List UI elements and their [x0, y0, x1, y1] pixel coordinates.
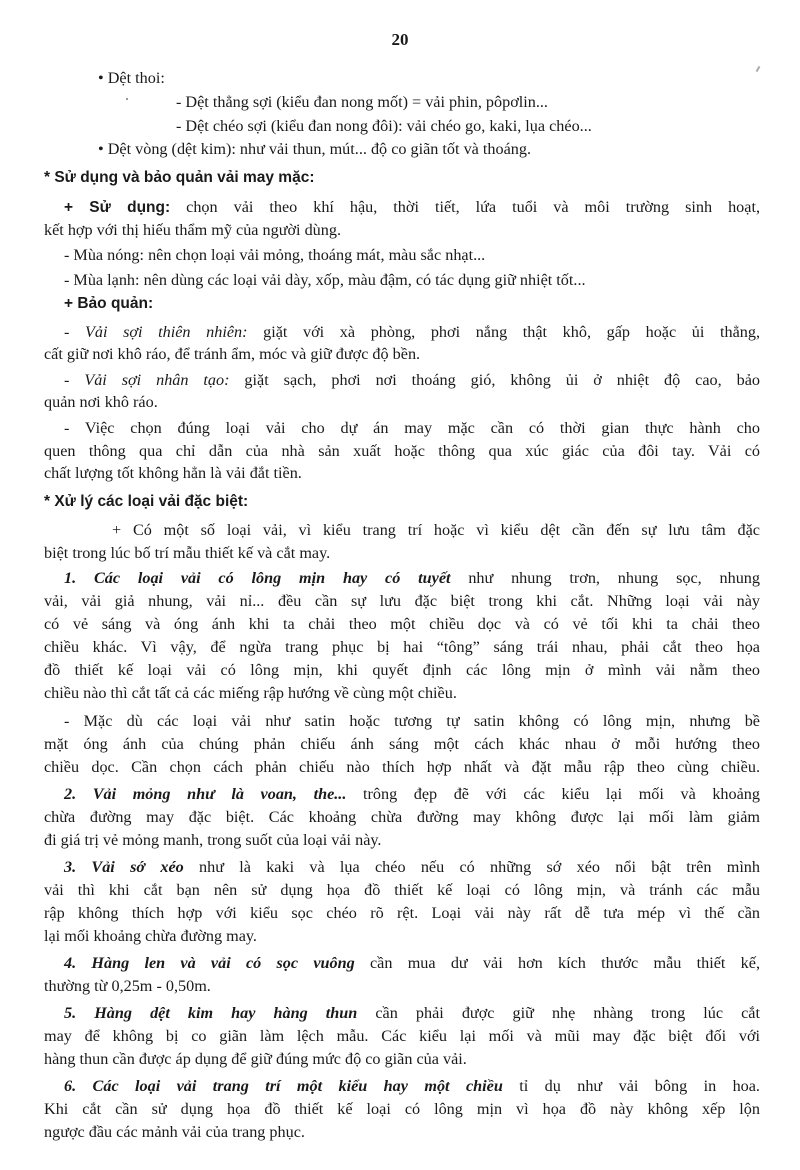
paragraph-line: chiều dọc. Cần chọn cách phản chiếu nào thích hợp nhất và đặt mẫu rập theo cùng chiều.: [44, 758, 760, 776]
paragraph-line: Khi cắt cần sử dụng họa đồ thiết kế loại có lông mịn vì họa đồ này không xếp lộn: [44, 1100, 760, 1118]
italic-run: - Vải sợi nhân tạo:: [64, 371, 230, 389]
paragraph-line: chiều khác. Vì vậy, để ngừa trang phục bị hai “tông” sáng trái nhau, phải cắt theo họa: [44, 638, 760, 656]
italic-run: - Vải sợi thiên nhiên:: [64, 323, 248, 341]
paragraph-line: lại mối khoảng chừa đường may.: [44, 927, 257, 945]
item-title-1: 1. Các loại vải có lông mịn hay có tuyết: [64, 569, 451, 587]
paragraph-line: vải, vải giả nhung, vải nỉ... đều cần sự lưu đặc biệt trong khi cắt. Những loại vải này: [44, 592, 760, 610]
paragraph-line: quen thông qua chỉ dẫn của nhà sản xuất hoặc thông qua xúc giác của đôi tay. Vải có: [44, 442, 760, 460]
item-title-5: 5. Hàng dệt kim hay hàng thun: [64, 1004, 358, 1022]
section-heading: * Xử lý các loại vải đặc biệt:: [44, 493, 249, 510]
item-title-3: 3. Vải sớ xéo: [64, 858, 184, 876]
paragraph-line: - Mùa lạnh: nên dùng các loại vải dày, xốp, màu đậm, có tác dụng giữ nhiệt tốt...: [64, 271, 586, 289]
paragraph-line: chừa đường may đặc biệt. Các khoảng chừa đường may không được lại mối làm giảm: [44, 808, 760, 826]
text-run: giặt với xà phòng, phơi nắng thật khô, gấp hoặc ủi thẳng,: [247, 323, 761, 341]
subheading-bao-quan: + Bảo quản:: [64, 295, 154, 312]
paragraph-line: vải thì khi cắt bạn nên sử dụng họa đồ thiết kế loại có lông mịn, và tránh các mẫu: [44, 881, 760, 899]
item-title-6: 6. Các loại vải trang trí một kiểu hay một chiều: [64, 1077, 503, 1095]
paragraph-line: [64, 857, 760, 877]
subheading-su-dung: + Sử dụng:: [64, 199, 171, 216]
paragraph-line: - Mặc dù các loại vải như satin hoặc tương tự satin không có lông mịn, nhưng bề: [64, 712, 760, 730]
scan-dot: [126, 98, 128, 100]
paragraph-line: - Việc chọn đúng loại vải cho dự án may mặc cần có thời gian thực hành cho: [64, 419, 760, 437]
paragraph-line: có vẻ sáng và óng ánh khi ta chải theo một chiều dọc và có vẻ tối khi ta chải theo: [44, 615, 760, 633]
paragraph-line: chất lượng tốt không hẳn là vải đắt tiền.: [44, 464, 302, 482]
text-run: tỉ dụ như vải bông in hoa.: [502, 1077, 760, 1095]
paragraph-line: đồ thiết kế loại vải có lông mịn, khi quyết định các lông mịn ở mình vải nằm theo: [44, 661, 760, 679]
paragraph-line: + Có một số loại vải, vì kiểu trang trí hoặc vì kiểu dệt cần đến sự lưu tâm đặc: [112, 521, 760, 539]
paragraph-line: quản nơi khô ráo.: [44, 393, 158, 411]
text-run: chọn vải theo khí hậu, thời tiết, lứa tuổi và môi trường sinh hoạt,: [170, 198, 761, 216]
scan-speck: [756, 66, 761, 72]
page-number: 20: [391, 30, 409, 49]
list-line: - Dệt chéo sợi (kiểu đan nong đôi): vải chéo go, kaki, lụa chéo...: [176, 117, 592, 135]
paragraph-line: hàng thun cần được áp dụng để giữ đúng mức độ co giãn của vải.: [44, 1050, 467, 1068]
paragraph-line: rập không thích hợp với kiểu sọc chéo rõ rệt. Loại vải này rất dễ tưa mép vì thế cần: [44, 904, 760, 922]
paragraph-line: chiều nào thì cắt tất cả các miếng rập hướng về cùng một chiều.: [44, 684, 457, 702]
paragraph-line: đi giá trị vẻ mỏng manh, trong suốt của loại vải này.: [44, 831, 382, 849]
item-title-4: 4. Hàng len và vải có sọc vuông: [64, 954, 355, 972]
paragraph-line: [64, 1076, 760, 1096]
paragraph-line: [64, 370, 760, 390]
paragraph-line: [64, 953, 760, 973]
list-line: - Dệt thẳng sợi (kiểu đan nong mốt) = vải phin, pôpơlin...: [176, 93, 548, 111]
item-title-2: 2. Vải mỏng như là voan, the...: [64, 785, 347, 803]
paragraph-line: - Mùa nóng: nên chọn loại vải mỏng, thoáng mát, màu sắc nhạt...: [64, 246, 486, 264]
paragraph-line: cất giữ nơi khô ráo, để tránh ẩm, móc và giữ được độ bền.: [44, 345, 421, 363]
text-run: như là kaki và lụa chéo nếu có những sớ xéo nổi bật trên mình: [183, 858, 760, 876]
text-run: trông đẹp đẽ với các kiểu lại mối và khoảng: [346, 785, 760, 803]
bullet-det-vong: • Dệt vòng (dệt kim): như vải thun, mút... độ co giãn tốt và thoáng.: [98, 140, 531, 158]
text-run: như nhung trơn, nhung sọc, nhung: [450, 569, 760, 587]
paragraph-line: [64, 568, 760, 588]
paragraph-line: ngược đầu các mảnh vải của trang phục.: [44, 1123, 305, 1141]
paragraph-line: [64, 1003, 760, 1023]
text-run: giặt sạch, phơi nơi thoáng gió, không ủi ở nhiệt độ cao, bảo: [229, 371, 760, 389]
paragraph-line: kết hợp với thị hiếu thẩm mỹ của người dùng.: [44, 221, 342, 239]
paragraph-line: mặt óng ánh của chúng phản chiếu ánh sáng một cách khác nhau ở mỗi hướng theo: [44, 735, 760, 753]
paragraph-line: thường từ 0,25m - 0,50m.: [44, 977, 211, 995]
paragraph-line: [64, 197, 760, 218]
text-run: cần mua dư vải hơn kích thước mẫu thiết kế,: [354, 954, 760, 972]
text-run: cần phải được giữ nhẹ nhàng trong lúc cắt: [357, 1004, 760, 1022]
section-heading: * Sử dụng và bảo quản vải may mặc:: [44, 169, 315, 186]
paragraph-line: [64, 784, 760, 804]
bullet-det-thoi: • Dệt thoi:: [98, 69, 165, 87]
paragraph-line: [64, 322, 760, 342]
paragraph-line: biệt trong lúc bố trí mẫu thiết kế và cắt may.: [44, 544, 331, 562]
paragraph-line: may để không bị co giãn làm lệch mẫu. Các kiểu lại mối và mũi may đặc biệt đối với: [44, 1027, 760, 1045]
